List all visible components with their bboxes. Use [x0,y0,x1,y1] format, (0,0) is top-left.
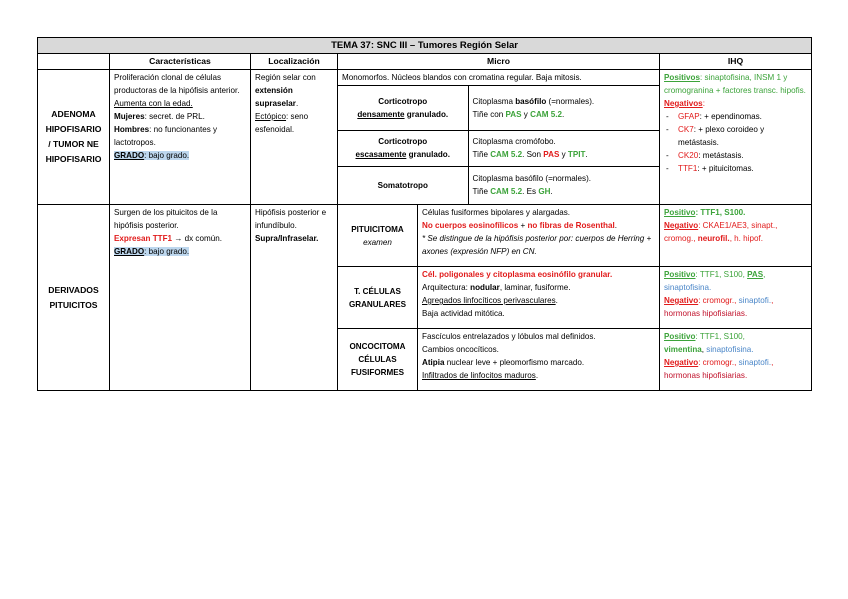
header-caracteristicas: Características [110,54,251,70]
oncocitoma-micro: Fascículos entrelazados y lóbulos mal definidos. Cambios oncocíticos. Atipia nuclear leve + pleomorfismo marcado. Infiltrados de linfocitos maduros. [418,329,660,391]
pituicitos-localizacion: Hipófisis posterior e infundíbulo. Supra/Infraselar. [251,205,338,391]
subtype-name: Somatotropo [338,166,468,204]
celulas-granulares-micro: Cél. poligonales y citoplasma eosinófilo granular. Arquitectura: nodular, laminar, fusiforme. Agregados linfocíticos perivasculares. Baja actividad mitótica. [418,267,660,329]
subtype-desc: Citoplasma basófilo (=normales). Tiñe con PAS y CAM 5.2. [468,86,659,130]
pituicitoma-ihq: Positivo: TTF1, S100. Negativo: CKAE1/AE3, sinapt., cromog., neurofil., h. hipof. [660,205,812,267]
list-item: - CK20: metástasis. [664,149,807,162]
oncocitoma-ihq: Positivo: TTF1, S100, vimentina, sinaptofisina. Negativo: cromogr., sinaptofi., hormonas hipofisiarias. [660,329,812,391]
subtype-row [338,86,659,130]
subtype-row [338,166,659,204]
adenoma-subtypes-table [338,86,659,204]
table-row-pituicitoma [38,205,812,267]
row-label-adenoma: ADENOMA HIPOFISARIO / TUMOR NE HIPOFISARIO [38,70,110,205]
header-empty [38,54,110,70]
row-label-pituicitos: DERIVADOS PITUICITOS [38,205,110,391]
subtype-celulas-granulares: T. CÉLULAS GRANULARES [338,267,418,329]
subtype-name: Corticotropo densamente granulado. [338,86,468,130]
subtype-oncocitoma: ONCOCITOMA CÉLULAS FUSIFORMES [338,329,418,391]
adenoma-ihq: Positivos: sinaptofisina, INSM 1 y cromogranina + factores transc. hipofis. Negativos: - GFAP: + ependinomas. - CK7: + plexo coroideo y metástasis. - CK20: metástasis. - TTF1: + pituicitomas. [660,70,812,205]
grado-label: GRADO [114,247,145,256]
subtype-pituicitoma: PITUICITOMA examen [338,205,418,267]
adenoma-localizacion: Región selar con extensión supraselar. Ectópico: seno esfenoidal. [251,70,338,205]
table-row-adenoma [38,70,812,205]
header-localizacion: Localización [251,54,338,70]
celulas-granulares-ihq: Positivo: TTF1, S100, PAS, sinaptofisina. Negativo: cromogr., sinaptofi., hormonas hipofisiarias. [660,267,812,329]
ihq-negatives-list [664,110,807,175]
list-item: - GFAP: + ependinomas. [664,110,807,123]
header-ihq: IHQ [660,54,812,70]
pituicitoma-micro: Células fusiformes bipolares y alargadas. No cuerpos eosinofílicos + no fibras de Rosenthal. * Se distingue de la hipófisis posterior por: cuerpos de Herring + axones (expresión NFP) en CN. [418,205,660,267]
pituicitos-caracteristicas: Surgen de los pituicitos de la hipófisis posterior. Expresan TTF1 → dx común. GRADO: bajo grado. [110,205,251,391]
list-item: - CK7: + plexo coroideo y metástasis. [664,123,807,149]
subtype-desc: Citoplasma cromófobo. Tiñe CAM 5.2. Son PAS y TPIT. [468,130,659,166]
adenoma-micro-summary: Monomorfos. Núcleos blandos con cromatina regular. Baja mitosis. [338,70,659,86]
table-title: TEMA 37: SNC III – Tumores Región Selar [38,38,812,54]
subtype-desc: Citoplasma basófilo (=normales). Tiñe CAM 5.2. Es GH. [468,166,659,204]
list-item: - TTF1: + pituicitomas. [664,162,807,175]
grado-label: GRADO [114,151,145,160]
adenoma-caracteristicas: Proliferación clonal de células productoras de la hipófisis anterior. Aumenta con la edad. Mujeres: secret. de PRL. Hombres: no funcionantes y lactotropos. GRADO: bajo grado. [110,70,251,205]
summary-table [37,37,812,391]
adenoma-micro [338,70,660,205]
header-micro: Micro [338,54,660,70]
subtype-row [338,130,659,166]
subtype-name: Corticotropo escasamente granulado. [338,130,468,166]
